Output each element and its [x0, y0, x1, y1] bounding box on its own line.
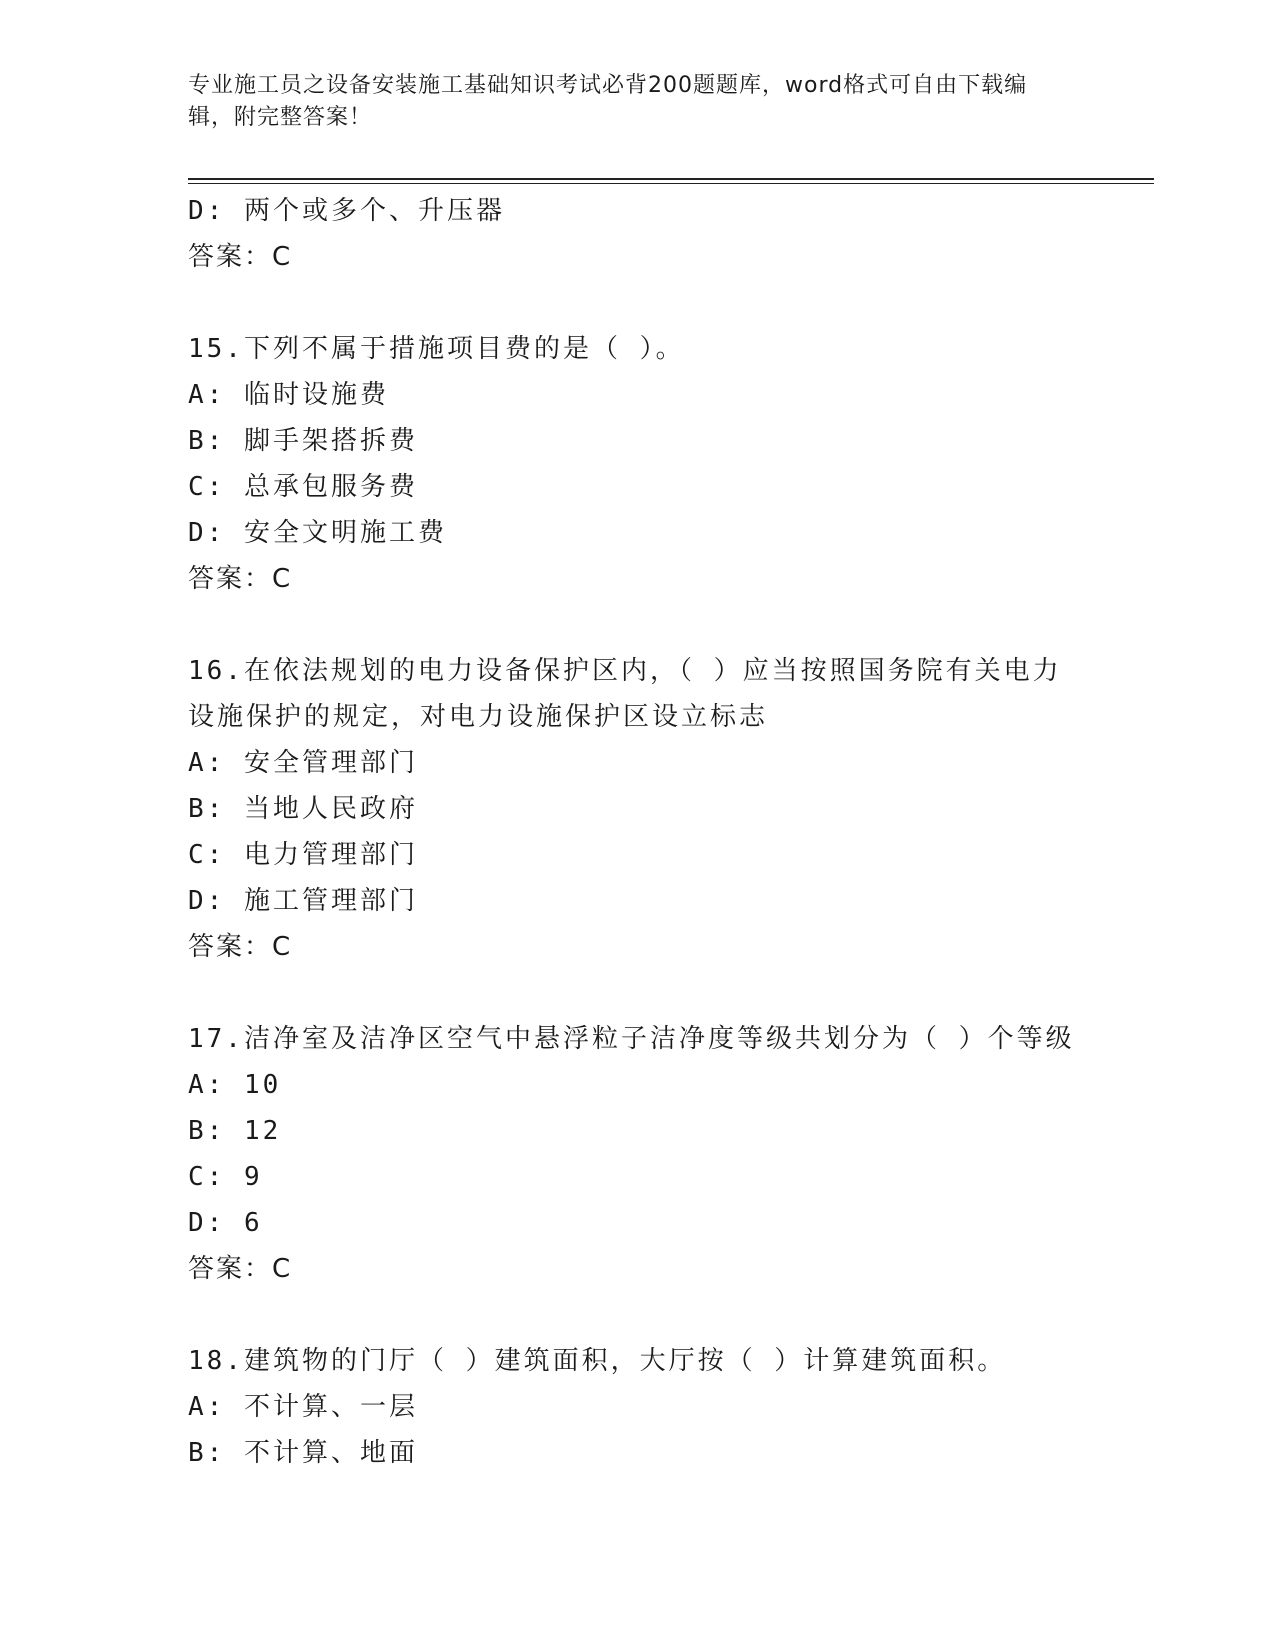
header-divider-thin	[188, 183, 1154, 184]
spacer	[188, 280, 1088, 326]
option-c: C: 电力管理部门	[188, 840, 418, 870]
option-a: A: 安全管理部门	[188, 748, 418, 778]
option-b: B: 12	[188, 1116, 282, 1146]
answer-label: 答案：	[188, 242, 273, 272]
header-text: 专业施工员之设备安装施工基础知识考试必背200题题库，word格式可自由下载编辑，附完整答案！	[188, 73, 1028, 130]
question-stem: 17.洁净室及洁净区空气中悬浮粒子洁净度等级共划分为（ ）个等级	[188, 1024, 1075, 1054]
option-d: D: 安全文明施工费	[188, 518, 447, 548]
option-c: C: 总承包服务费	[188, 472, 418, 502]
question-stem: 15.下列不属于措施项目费的是（ ）。	[188, 334, 685, 364]
option-a: A: 临时设施费	[188, 380, 389, 410]
option-c: C: 9	[188, 1162, 263, 1192]
header-divider-thick	[188, 178, 1154, 180]
answer-value: C	[272, 242, 293, 272]
answer-line	[188, 556, 1088, 602]
option-a: A: 10	[188, 1070, 282, 1100]
answer-line	[188, 234, 1088, 280]
answer-label: 答案：	[188, 932, 273, 962]
option-b: B: 当地人民政府	[188, 794, 418, 824]
page-header	[188, 70, 1068, 134]
answer-value: C	[272, 564, 293, 594]
answer-label: 答案：	[188, 1254, 273, 1284]
answer-line	[188, 1246, 1088, 1292]
question-stem: 18.建筑物的门厅（ ）建筑面积，大厅按（ ）计算建筑面积。	[188, 1346, 1007, 1376]
spacer	[188, 1292, 1088, 1338]
question-stem-line-1: 16.在依法规划的电力设备保护区内，（ ）应当按照国务院有关电力	[188, 656, 1062, 686]
spacer	[188, 602, 1088, 648]
option-b: B: 脚手架搭拆费	[188, 426, 418, 456]
option-d: D: 6	[188, 1208, 263, 1238]
option-a: A: 不计算、一层	[188, 1392, 418, 1422]
question-stem-line-2: 设施保护的规定，对电力设施保护区设立标志	[188, 702, 769, 732]
answer-line	[188, 924, 1088, 970]
option-d: D: 两个或多个、升压器	[188, 196, 505, 226]
answer-value: C	[272, 1254, 293, 1284]
question-list	[188, 188, 1088, 1476]
option-d: D: 施工管理部门	[188, 886, 418, 916]
spacer	[188, 970, 1088, 1016]
option-b: B: 不计算、地面	[188, 1438, 418, 1468]
answer-label: 答案：	[188, 564, 273, 594]
answer-value: C	[272, 932, 293, 962]
